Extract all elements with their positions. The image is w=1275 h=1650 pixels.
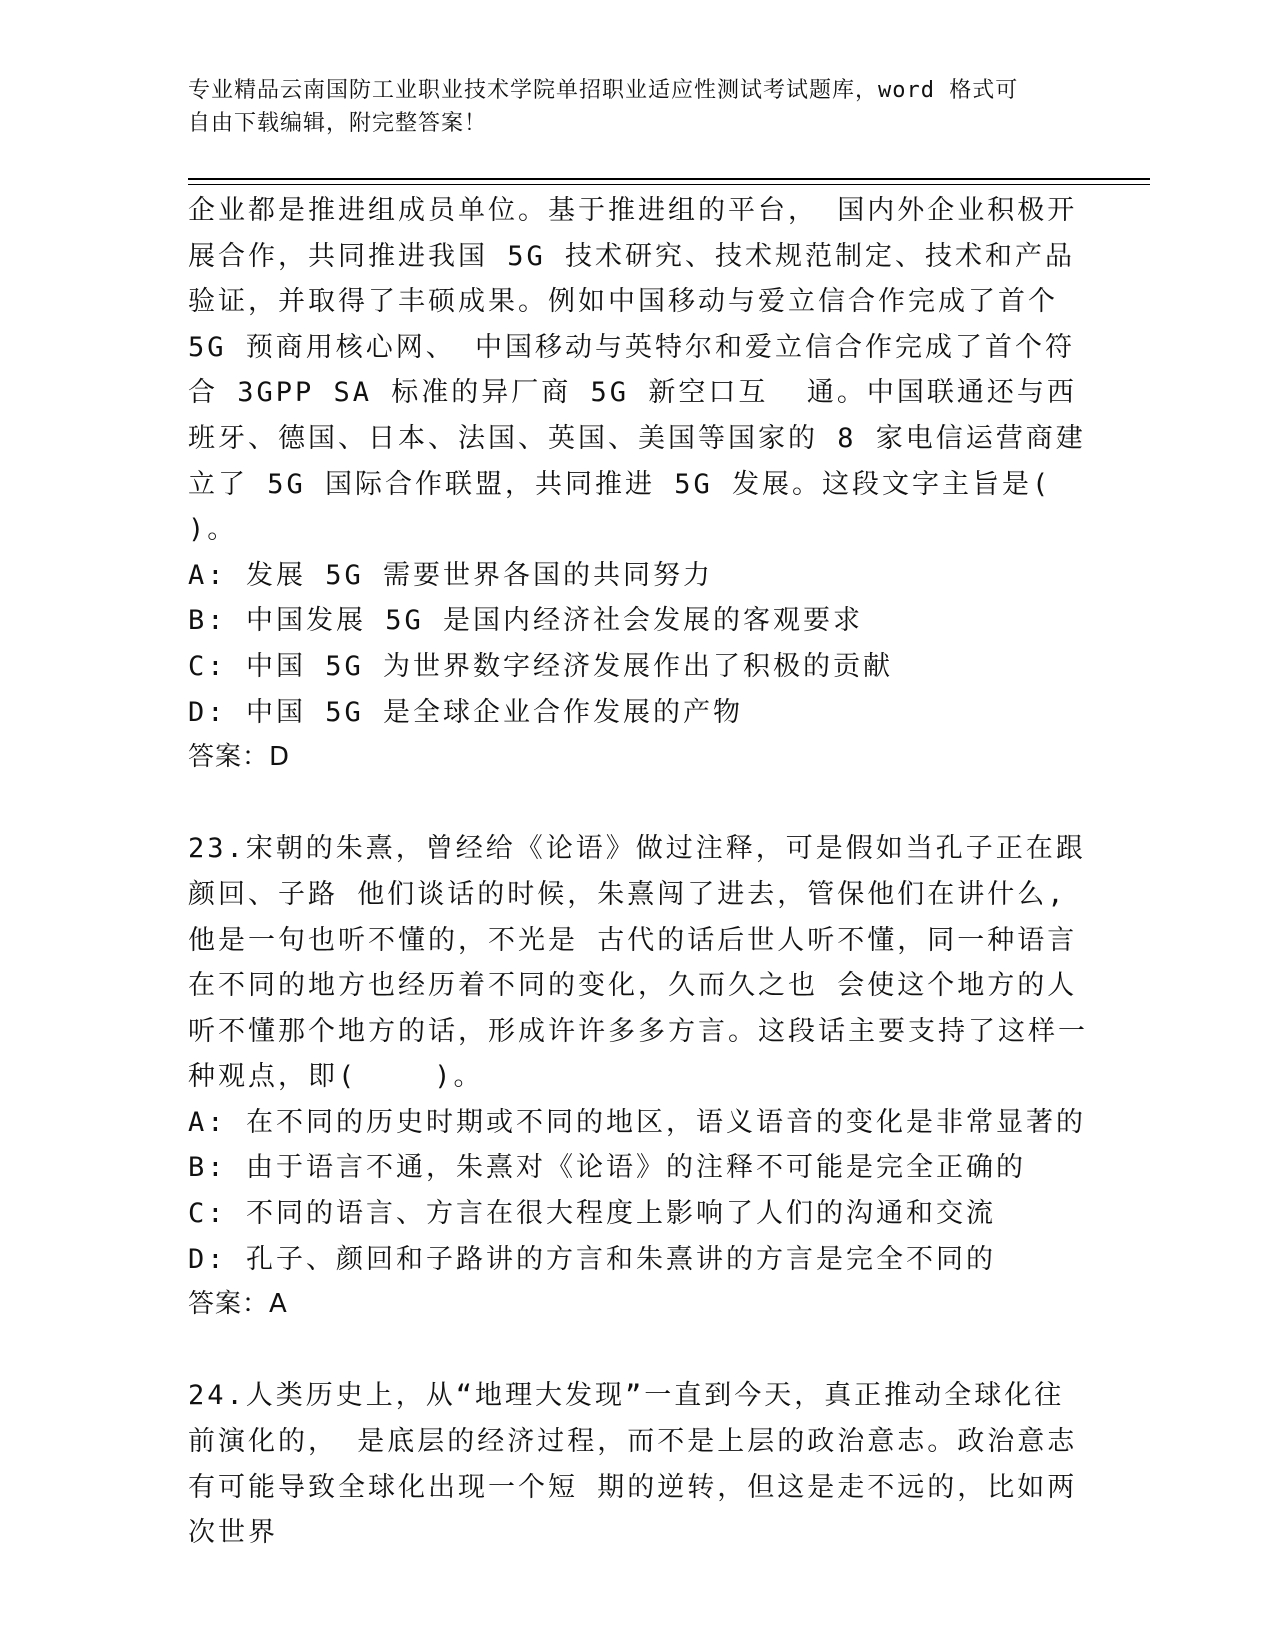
question-23-option-c [188, 1191, 1088, 1237]
option-text: 由于语言不通，朱熹对《论语》的注释不可能是完全正确的 [246, 1152, 1026, 1184]
question-22-answer: 答案：D [188, 742, 291, 773]
option-text: 孔子、颜回和子路讲的方言和朱熹讲的方言是完全不同的 [246, 1243, 996, 1275]
header-line-1: 专业精品云南国防工业职业技术学院单招职业适应性测试考试题库，word 格式可 [188, 78, 1019, 103]
question-24-text: 24.人类历史上，从“地理大发现”一直到今天，真正推动全球化往前演化的， 是底层的经济过程，而不是上层的政治意志。政治意志有可能导致全球化出现一个短 期的逆转，但这是走不远的，比如两次世界 [188, 1380, 1078, 1549]
question-22-text: 企业都是推进组成员单位。基于推进组的平台， 国内外企业积极开展合作，共同推进我国 5G 技术研究、技术规范制定、技术和产品 验证，并取得了丰硕成果。例如中国移动与爱立信合作完成了首个 5G 预商用核心网、 中国移动与英特尔和爱立信合作完成了首个符合 3GPP SA 标准的异厂商 5G 新空口互 通。中国联通还与西班牙、德国、日本、法国、英国、美国等国家的 8 家电信运营商建立了 5G 国际合作联盟，共同推进 5G 发展。这段文字主旨是( )。 [188, 195, 1129, 546]
question-22-option-d [188, 690, 1088, 736]
header-line-2: 自由下载编辑，附完整答案！ [188, 111, 488, 136]
question-22-option-a [188, 553, 1088, 599]
spacer [188, 781, 1088, 827]
option-key: C: [188, 1198, 227, 1230]
option-key: A: [188, 1106, 227, 1138]
option-text: 中国发展 5G 是国内经济社会发展的客观要求 [246, 605, 864, 637]
option-key: D: [188, 696, 227, 728]
option-text: 发展 5G 需要世界各国的共同努力 [246, 559, 714, 591]
header-rule-thick [188, 178, 1150, 180]
question-23-text: 23.宋朝的朱熹，曾经给《论语》做过注释，可是假如当孔子正在跟颜回、子路 他们谈话的时候，朱熹闯了进去，管保他们在讲什么,他是一句也听不懂的，不光是 古代的话后世人听不懂，同一种语言在不同的地方也经历着不同的变化，久而久之也 会使这个地方的人听不懂那个地方的话，形成许许多多方言。这段话主要支持了这样一种观点，即( )。 [188, 833, 1088, 1093]
option-key: A: [188, 559, 227, 591]
option-key: B: [188, 605, 227, 637]
question-22 [188, 188, 1129, 781]
question-23 [188, 826, 1088, 1328]
question-22-option-c [188, 644, 1088, 690]
option-key: C: [188, 650, 227, 682]
option-text: 不同的语言、方言在很大程度上影响了人们的沟通和交流 [246, 1198, 996, 1230]
question-23-answer: 答案：A [188, 1289, 288, 1320]
page-header [188, 74, 1088, 140]
document-body [188, 188, 1129, 1556]
question-24 [188, 1373, 1088, 1555]
option-text: 中国 5G 为世界数字经济发展作出了积极的贡献 [246, 650, 894, 682]
question-22-option-b [188, 598, 1088, 644]
header-rule-thin [188, 184, 1150, 185]
option-key: D: [188, 1243, 227, 1275]
question-23-option-a [188, 1100, 1088, 1146]
option-text: 中国 5G 是全球企业合作发展的产物 [246, 696, 744, 728]
spacer [188, 1328, 1088, 1374]
option-text: 在不同的历史时期或不同的地区，语义语音的变化是非常显著的 [246, 1106, 1086, 1138]
question-23-option-b [188, 1145, 1088, 1191]
question-23-option-d [188, 1237, 1088, 1283]
option-key: B: [188, 1152, 227, 1184]
